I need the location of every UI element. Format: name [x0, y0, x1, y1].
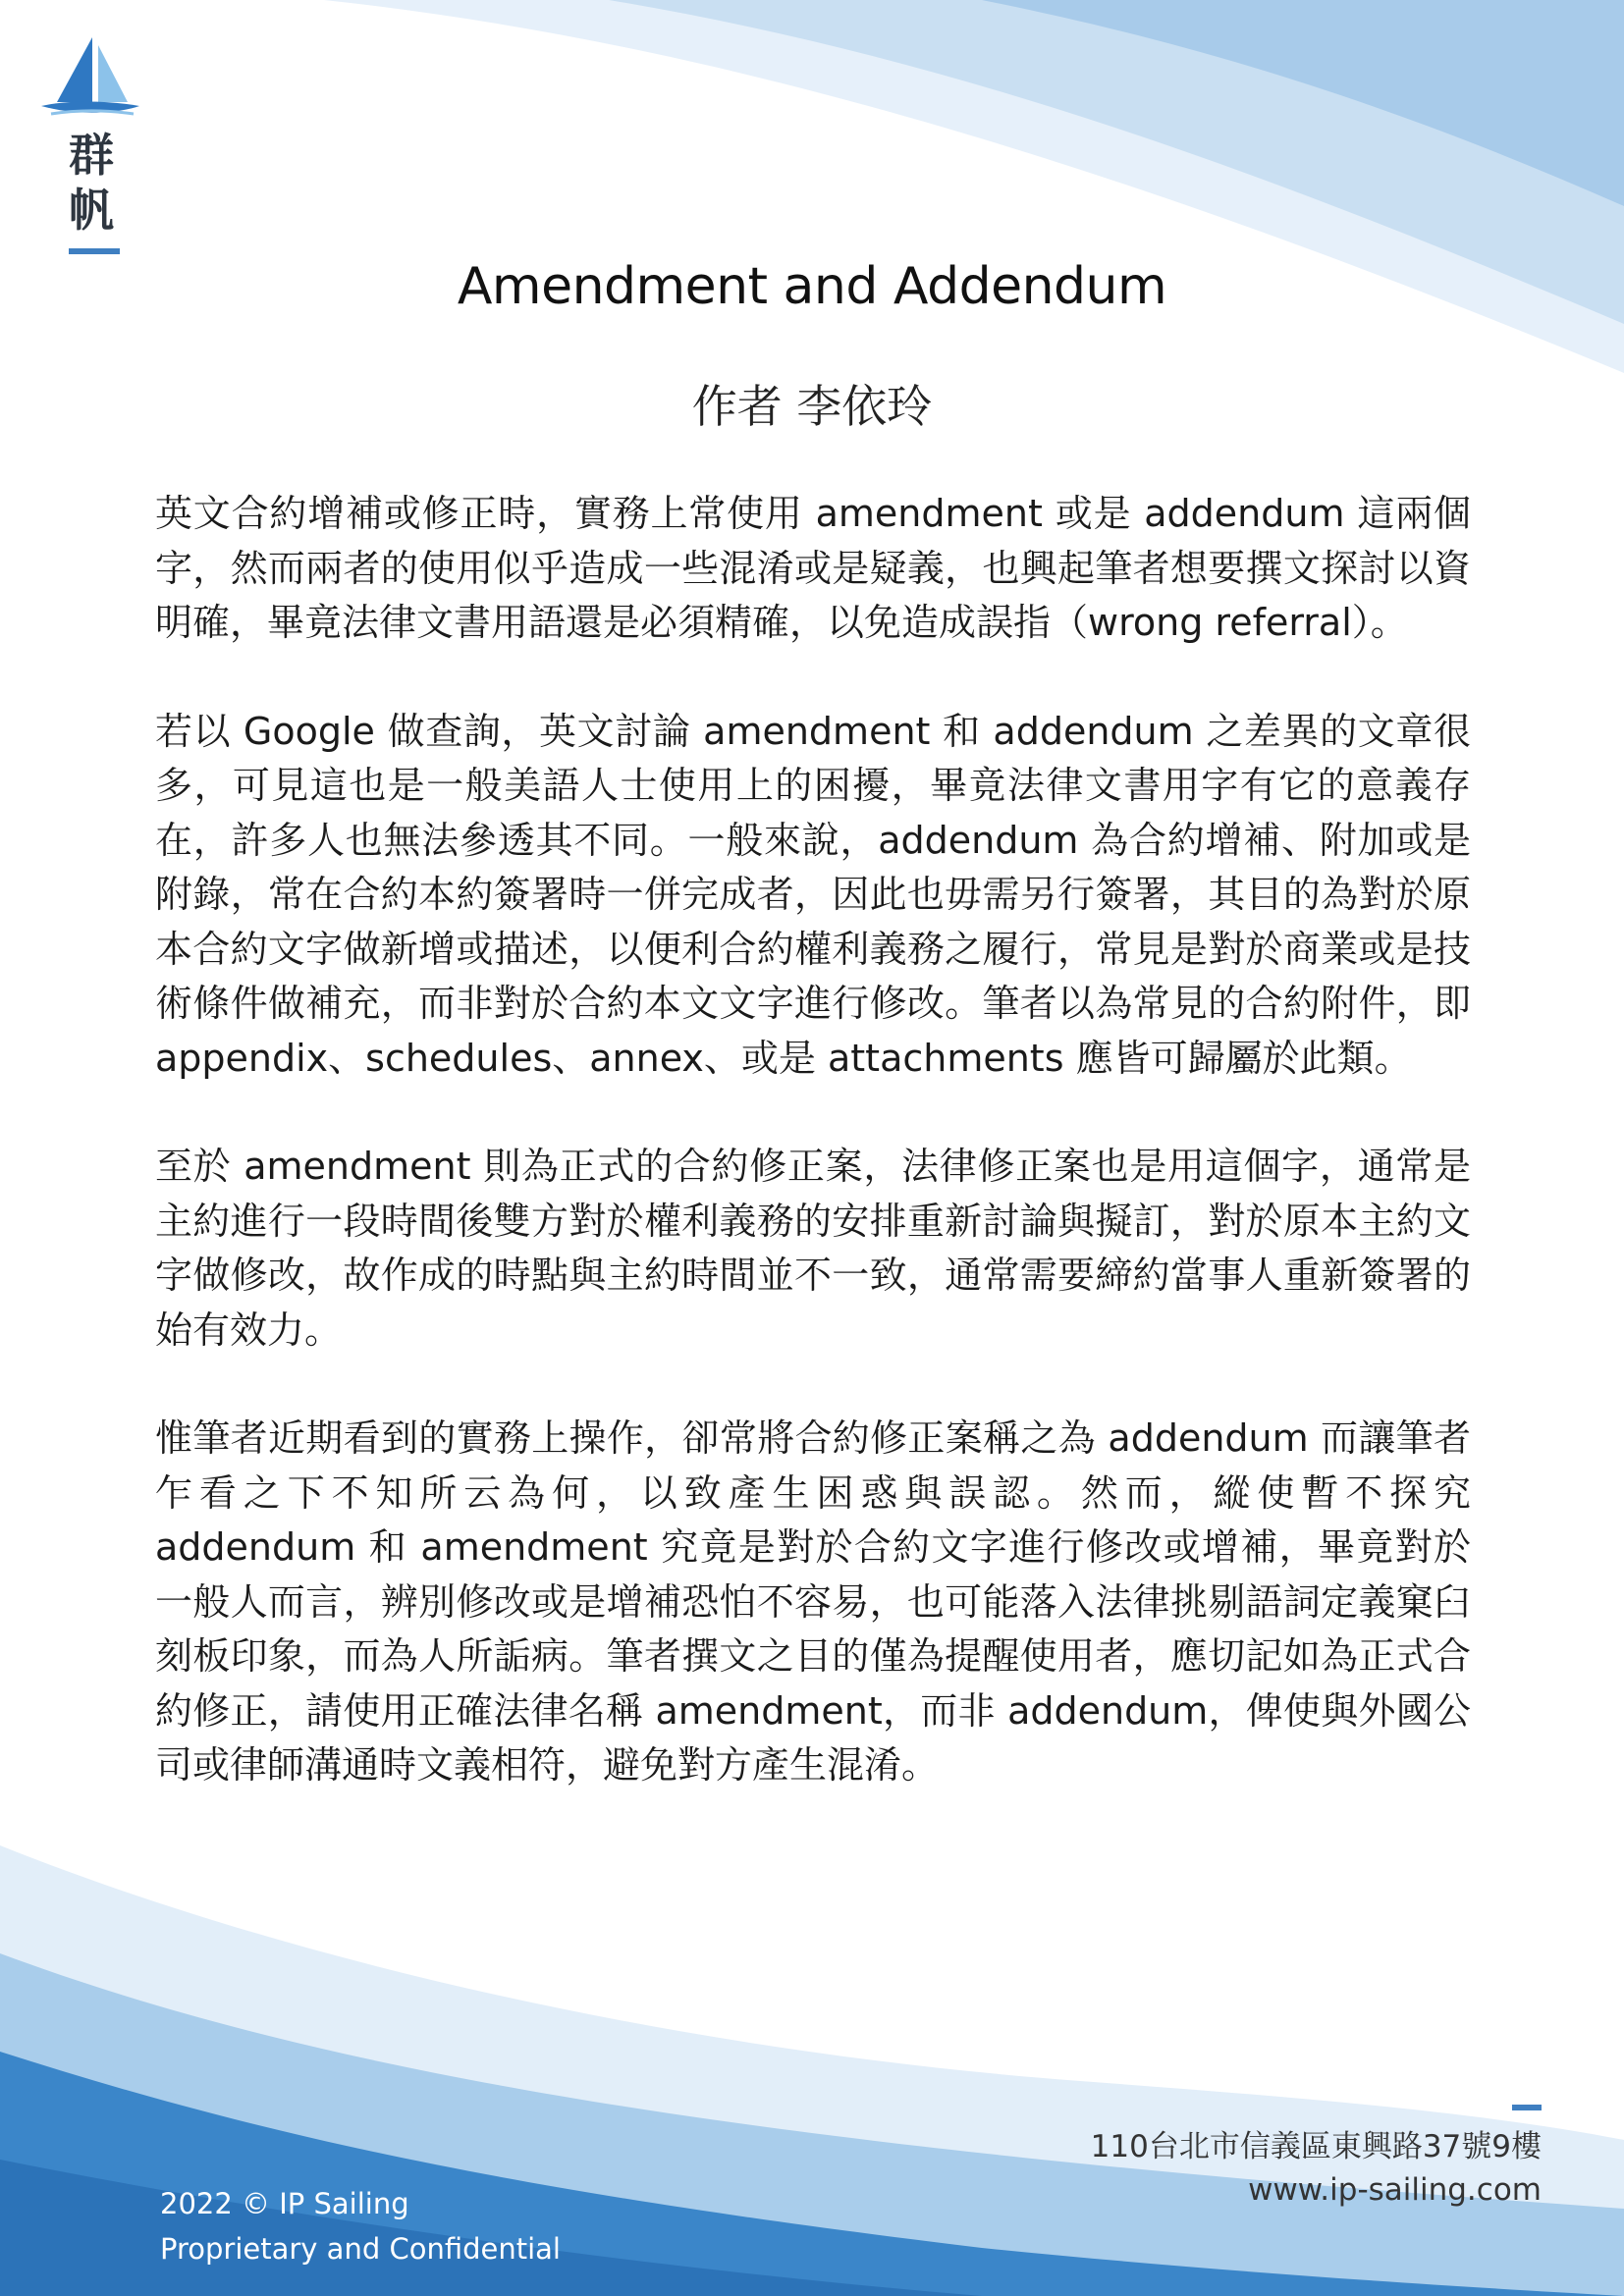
website-link[interactable]: www.ip-sailing.com	[1248, 2172, 1542, 2208]
document-title: Amendment and Addendum	[457, 257, 1167, 316]
contact-block	[1091, 2125, 1542, 2212]
copyright-text: 2022 © IP Sailing	[160, 2187, 409, 2220]
paragraph: 若以 Google 做查詢，英文討論 amendment 和 addendum 之差異的文章很多，可見這也是一般美語人士使用上的困擾，畢竟法律文書用字有它的意義存在，許多人也無法參透其不同。一般來說，addendum 為合約增補、附加或是附錄，常在合約本約簽署時一併完成者，因此也毋需另行簽署，其目的為對於原本合約文字做新增或描述，以便利合約權利義務之履行，常見是對於商業或是技術條件做補充，而非對於合約本文文字進行修改。筆者以為常見的合約附件，即 appendix、schedules、annex、或是 attachments 應皆可歸屬於此類。	[155, 709, 1471, 1080]
paragraph: 惟筆者近期看到的實務上操作，卻常將合約修正案稱之為 addendum 而讓筆者乍看之下不知所云為何，以致產生困惑與誤認。然而，縱使暫不探究 addendum 和 amendment 究竟是對於合約文字進行修改或增補，畢竟對於一般人而言，辨別修改或是增補恐怕不容易，也可能落入法律挑剔語詞定義窠臼刻板印象，而為人所詬病。筆者撰文之目的僅為提醒使用者，應切記如為正式合約修正，請使用正確法律名稱 amendment，而非 addendum，俾使與外國公司或律師溝通時文義相符，避免對方產生混淆。	[155, 1416, 1471, 1787]
document-author: 作者 李依玲	[691, 380, 933, 433]
brand-logo-text: 群帆	[69, 129, 114, 237]
logo-accent-bar	[69, 248, 120, 254]
brand-logo	[37, 31, 145, 120]
sailboat-icon	[37, 31, 145, 120]
paragraph: 英文合約增補或修正時，實務上常使用 amendment 或是 addendum 這兩個字，然而兩者的使用似乎造成一些混淆或是疑義，也興起筆者想要撰文探討以資明確，畢竟法律文書用語還是必須精確，以免造成誤指（wrong referral）。	[155, 492, 1471, 644]
confidential-notice: Proprietary and Confidential	[160, 2232, 561, 2266]
paragraph: 至於 amendment 則為正式的合約修正案，法律修正案也是用這個字，通常是主約進行一段時間後雙方對於權利義務的安排重新討論與擬訂，對於原本主約文字做修改，故作成的時點與主約時間並不一致，通常需要締約當事人重新簽署的始有效力。	[155, 1145, 1471, 1352]
address-text: 110台北市信義區東興路37號9樓	[1090, 2129, 1542, 2164]
footer	[160, 2181, 561, 2271]
contact-accent-bar	[1512, 2105, 1542, 2110]
document-body	[155, 487, 1471, 1847]
